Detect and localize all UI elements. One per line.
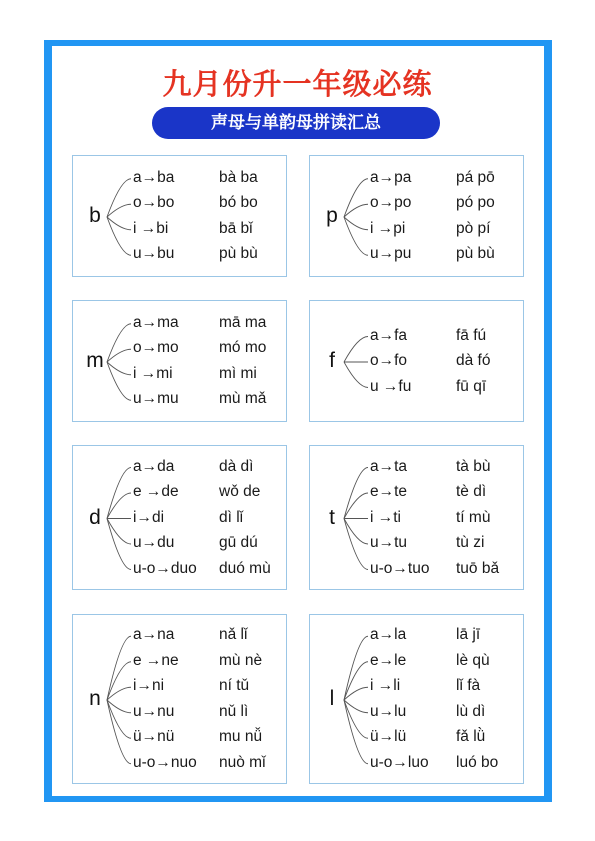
branch-line [107, 662, 131, 700]
combo-text: u→tu [370, 534, 408, 551]
combo-text: i→di [133, 508, 165, 526]
branch-line [344, 700, 368, 738]
combo-text: ü→nü [133, 728, 175, 746]
initial-letter: p [326, 204, 338, 227]
initial-letter: f [329, 349, 335, 372]
initial-letter: m [86, 349, 104, 372]
word-text: tà bù [456, 457, 491, 475]
branch-line [107, 362, 131, 375]
branch-line [107, 362, 131, 400]
word-text: pá pō [456, 168, 495, 186]
branch-lines [310, 301, 525, 423]
branch-line [107, 324, 131, 362]
combo-text: i →pi [370, 219, 406, 237]
word-text: tí mù [456, 508, 491, 526]
word-text: dì lǐ [219, 508, 244, 526]
branch-line [344, 662, 368, 700]
word-text: mì mi [219, 364, 257, 382]
initial-letter: n [89, 687, 101, 710]
combo-text: i→ni [133, 677, 165, 695]
branch-line [107, 687, 131, 700]
word-text: mù mǎ [219, 390, 267, 408]
combo-text: u→mu [133, 390, 179, 408]
branch-line [107, 217, 131, 255]
initial-letter: b [89, 204, 101, 227]
initial-letter: t [329, 505, 335, 529]
word-text: dà dì [219, 457, 254, 475]
combo-text: e →de [133, 483, 179, 500]
branch-line [344, 519, 368, 570]
combo-text: i →mi [133, 364, 173, 382]
branch-line [107, 468, 131, 519]
word-text: lā jī [456, 626, 481, 644]
combo-text: ü→lü [370, 728, 407, 746]
combo-text: a→la [370, 626, 407, 644]
word-text: bà ba [219, 168, 258, 186]
card-l [309, 614, 524, 784]
branch-line [107, 349, 131, 362]
branch-line [107, 700, 131, 713]
word-text: mó mo [219, 339, 267, 357]
combo-text: i →bi [133, 219, 169, 237]
branch-line [344, 468, 368, 519]
word-text: pù bù [219, 245, 258, 263]
combo-text: a→ba [133, 168, 175, 186]
word-text: fǎ lǜ [456, 728, 486, 746]
word-text: tuō bǎ [456, 559, 500, 577]
card-n [72, 614, 287, 784]
word-text: mù nè [219, 651, 263, 669]
card-m [72, 300, 287, 422]
combo-text: i →ti [370, 508, 401, 526]
combo-text: u→du [133, 534, 175, 551]
branch-line [107, 519, 131, 570]
word-text: pò pí [456, 219, 491, 237]
combo-text: o→po [370, 194, 412, 212]
branch-line [344, 217, 368, 230]
word-text: fū qī [456, 377, 487, 395]
word-text: lè qù [456, 651, 490, 669]
page-title: 九月份升一年级必练 [162, 67, 433, 101]
combo-text: a→pa [370, 168, 412, 186]
card-b [72, 155, 287, 277]
initial-letter: l [329, 687, 335, 710]
combo-text: o→mo [133, 339, 179, 357]
word-text: fā fú [456, 326, 487, 344]
word-text: lù dì [456, 702, 486, 720]
branch-line [344, 337, 368, 363]
combo-text: a→ta [370, 457, 408, 475]
word-text: pù bù [456, 245, 495, 263]
word-text: bā bǐ [219, 219, 253, 237]
branch-line [107, 179, 131, 217]
combo-text: a→fa [370, 326, 408, 344]
combo-text: u→nu [133, 702, 175, 720]
branch-line [107, 217, 131, 230]
word-text: wǒ de [219, 483, 261, 500]
word-text: mā ma [219, 313, 267, 331]
combo-text: e→te [370, 483, 408, 500]
branch-line [107, 204, 131, 217]
card-t [309, 445, 524, 590]
combo-text: u-o→tuo [370, 559, 430, 577]
branch-line [344, 687, 368, 700]
word-text: nǎ lǐ [219, 626, 248, 644]
word-text: nuò mǐ [219, 753, 266, 771]
branch-line [107, 700, 131, 738]
card-d [72, 445, 287, 590]
card-p [309, 155, 524, 277]
combo-text: o→fo [370, 352, 408, 369]
combo-text: a→na [133, 626, 175, 644]
combo-text: u→bu [133, 245, 175, 263]
combo-text: u-o→nuo [133, 753, 197, 771]
initial-letter: d [89, 505, 101, 529]
combo-text: u-o→duo [133, 559, 197, 577]
combo-text: a→ma [133, 313, 179, 331]
word-text: pó po [456, 194, 495, 212]
word-text: luó bo [456, 753, 499, 771]
word-text: tù zi [456, 534, 485, 551]
word-text: ní tǔ [219, 677, 250, 695]
combo-text: e →ne [133, 651, 179, 669]
branch-line [344, 204, 368, 217]
word-text: gū dú [219, 534, 258, 551]
word-text: duó mù [219, 559, 271, 577]
branch-line [344, 179, 368, 217]
combo-text: a→da [133, 457, 175, 475]
combo-text: i →li [370, 677, 401, 695]
combo-text: o→bo [133, 194, 175, 212]
branch-line [344, 362, 368, 388]
combo-text: u→lu [370, 702, 407, 720]
word-text: lǐ fà [456, 677, 481, 695]
combo-text: u→pu [370, 245, 412, 263]
branch-line [344, 700, 368, 713]
combo-text: e→le [370, 651, 407, 669]
branch-line [344, 217, 368, 255]
card-f [309, 300, 524, 422]
word-text: tè dì [456, 483, 487, 500]
word-text: mu nǚ [219, 728, 263, 746]
word-text: nǔ lì [219, 702, 249, 720]
combo-text: u-o→luo [370, 753, 429, 771]
word-text: bó bo [219, 194, 258, 212]
subtitle-badge: 声母与单韵母拼读汇总 [152, 107, 440, 139]
combo-text: u →fu [370, 377, 412, 395]
word-text: dà fó [456, 352, 491, 369]
